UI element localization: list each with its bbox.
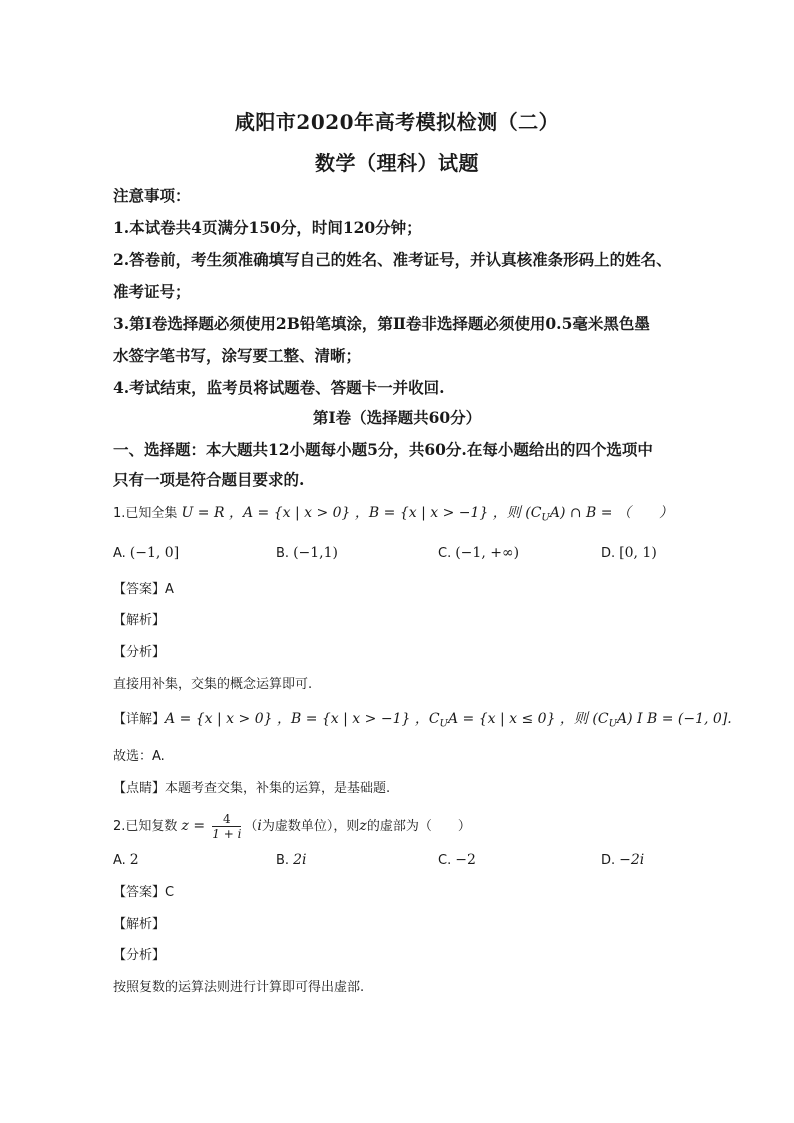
question-2-note-i: i [257,818,262,834]
option-letter: C. [438,853,452,868]
question-2-z: z = [181,818,206,834]
detail-math: A = {x | x > 0} ，B = {x | x > −1} ，C [165,711,440,727]
section-title: 第Ⅰ卷（选择题共60分） [312,408,482,427]
detail-label: 【详解】 [113,712,166,727]
section-instruction-1: 一、选择题：本大题共12小题每小题5分，共60分.在每小题给出的四个选项中 [113,440,653,459]
question-1-prefix: 1.已知全集 [113,506,178,521]
option-value: (−1, +∞) [455,545,520,561]
question-1-stem [113,503,713,529]
detail-sub-2: U [608,718,617,730]
option-value: (−1,1) [293,545,338,561]
option-value: 2i [293,852,307,868]
option-letter: A. [113,853,126,868]
option-letter: C. [438,546,452,561]
page-title: 咸阳市2020年高考模拟检测（二） [234,110,560,134]
question-1-fenxi: 【分析】 [113,645,166,660]
page-subtitle: 数学（理科）试题 [315,151,479,175]
question-1-option-c [438,543,519,564]
question-2-note-3: 的虚部为（ ） [366,819,471,834]
question-2-option-b [276,850,306,871]
question-1-math-sub: U [541,512,550,524]
notice-item-3-cont: 水签字笔书写，涂写要工整、清晰； [113,346,362,365]
option-letter: D. [601,853,616,868]
question-1-option-a [113,543,179,564]
option-value: 2 [129,852,139,868]
option-value: [0, 1) [619,545,657,561]
detail-math-3: A) I B = (−1, 0]. [617,711,732,727]
question-1-choice: 故选：A. [113,749,165,764]
notice-item-2-cont: 准考证号； [113,282,191,301]
question-2-fraction [212,812,241,841]
option-value: −2 [455,852,476,868]
notice-item-2: 2.答卷前，考生须准确填写自己的姓名、准考证号，并认真核准条形码上的姓名、 [113,250,672,269]
question-1-detail [113,709,732,735]
question-2-stem [113,812,713,841]
section-instruction-2: 只有一项是符合题目要求的. [113,470,305,489]
option-value: (−1, 0] [129,545,180,561]
question-2-option-d [601,850,644,871]
question-2-fenxi: 【分析】 [113,948,166,963]
question-1-option-b [276,543,338,564]
question-1-option-d [601,543,657,564]
question-2-analysis: 【解析】 [113,917,166,932]
notice-item-3: 3.第Ⅰ卷选择题必须使用2B铅笔填涂，第Ⅱ卷非选择题必须使用0.5毫米黑色墨 [113,314,650,333]
question-2-note-2: 为虚数单位），则 [261,819,360,834]
option-letter: D. [601,546,616,561]
question-1-answer: 【答案】A [113,582,174,597]
question-1-analysis: 【解析】 [113,613,166,628]
question-2-option-c [438,850,476,871]
question-2-prefix: 2.已知复数 [113,819,178,834]
question-1-math: U = R ，A = {x | x > 0} ，B = {x | x > −1} ，则 (C [181,505,542,521]
question-2-note-z: z [359,818,367,834]
question-2-option-a [113,850,139,871]
notice-item-1: 1.本试卷共4页满分150分，时间120分钟； [113,218,422,237]
notice-heading: 注意事项： [113,186,191,205]
question-1-fenxi-text: 直接用补集，交集的概念运算即可. [113,677,313,692]
question-1-math-tail: A) ∩ B = （ ） [549,505,673,521]
option-letter: A. [113,546,126,561]
question-1-dianjing: 【点睛】本题考查交集，补集的运算，是基础题. [113,781,391,796]
detail-math-2: A = {x | x ≤ 0} ，则 (C [447,711,609,727]
option-letter: B. [276,546,290,561]
question-2-fenxi-text: 按照复数的运算法则进行计算即可得出虚部. [113,980,365,995]
option-letter: B. [276,853,290,868]
question-2-note: （ [244,819,258,834]
fraction-numerator: 4 [212,812,241,827]
notice-item-4: 4.考试结束，监考员将试题卷、答题卡一并收回. [113,378,445,397]
option-value: −2i [619,852,645,868]
fraction-denominator: 1 + i [212,827,242,841]
question-2-answer: 【答案】C [113,885,175,900]
detail-sub: U [439,718,448,730]
